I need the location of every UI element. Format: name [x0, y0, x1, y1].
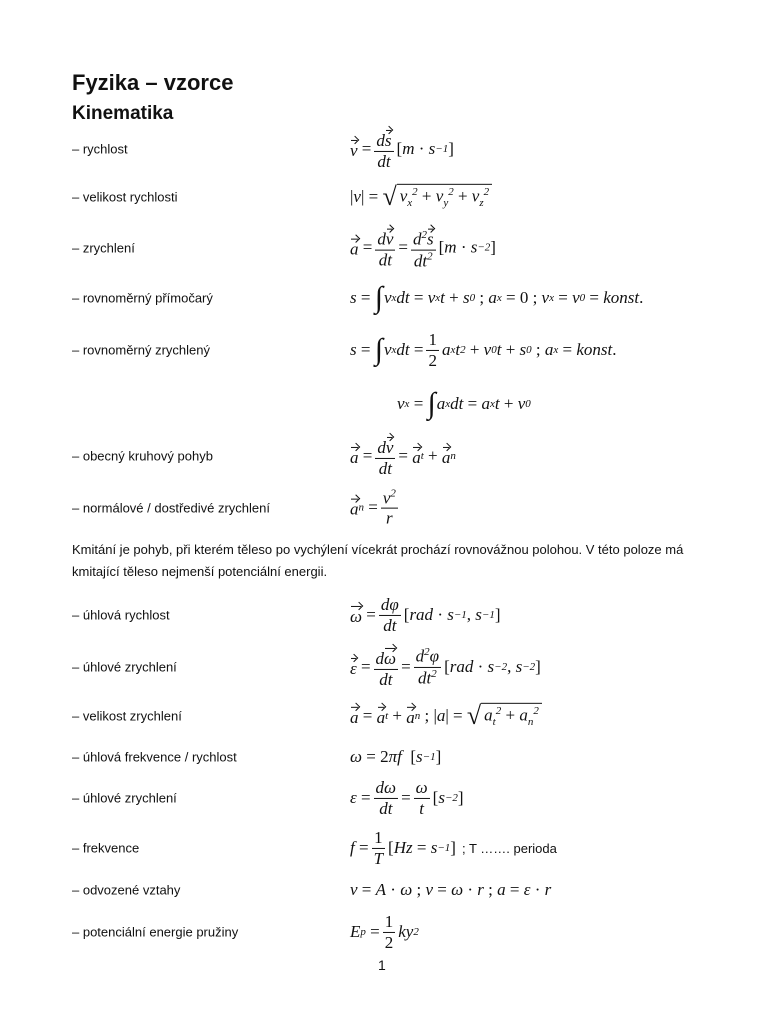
formula-label: – velikost rychlosti [72, 189, 178, 205]
formula-expression: E p = $\frac{1}{2}$ ky 2 [350, 911, 419, 952]
formula-expression: a = $\frac{dv}{dt}$ = a t + a n [350, 434, 456, 478]
formula-row-angular-velocity [72, 595, 712, 635]
formula-expression: v = A · ω ; v = ω · r ; a = ε · r [350, 880, 552, 899]
formula-row-normal-acceleration [72, 488, 712, 528]
formula-expression: ε = $\frac{d\omega}{dt}$ = $\frac{\omega}{t}$ [ s −2 ] [350, 777, 464, 818]
formula-row-velocity [72, 129, 712, 169]
formula-label: – úhlová frekvence / rychlost [72, 749, 237, 765]
page-title: Fyzika – vzorce [72, 70, 234, 95]
formula-expression: ε = $\frac{d\omega}{dt}$ = $\frac{d^2\varphi}{dt^2}$ [ rad · s −2 , s −2 ] [350, 646, 541, 689]
formula-row-spring-potential-energy [72, 912, 712, 952]
formula-label: – rovnoměrný zrychlený [72, 342, 210, 358]
formula-expression: v = $\frac{ds}{dt}$ [ m · s −1 ] [350, 127, 454, 171]
formula-expression: ω = 2 πf [ s −1 ] [350, 747, 442, 766]
formula-row-angular-acceleration-2 [72, 778, 712, 818]
section-heading: Kinematika [72, 103, 174, 124]
formula-row-uniform-accelerated [72, 330, 712, 370]
formula-row-derived-relations [72, 870, 712, 910]
formula-label: – obecný kruhový pohyb [72, 448, 213, 464]
formula-label: – rovnoměrný přímočarý [72, 290, 213, 306]
formula-label: – potenciální energie pružiny [72, 924, 239, 940]
formula-expression: f = $\frac{1}{T}$ [ Hz = s −1 ] ; T ……. perioda [350, 827, 557, 868]
formula-expression: s = ∫ v x dt = $\frac{1}{2}$ a x t 2 + v 0 t + s 0 ; a x = konst . [350, 329, 617, 370]
formula-expression: | v | = √ $v_x^2 + v_y^2 + v_z^2$ [350, 184, 492, 210]
formula-expression: v x = ∫ a x dt = a x t + v 0 [397, 387, 531, 420]
formula-expression: a = $\frac{dv}{dt}$ = $\frac{d^2s}{dt^2}$ [ m · s −2 ] [350, 226, 496, 271]
formula-row-acceleration [72, 228, 712, 268]
formula-label: – frekvence [72, 840, 140, 856]
formula-label: – úhlová rychlost [72, 607, 170, 623]
formula-expression: ω = $\frac{d\varphi}{dt}$ [ rad · s −1 , s −1 ] [350, 594, 501, 635]
formula-row-uniform-linear [72, 278, 712, 318]
formula-label: – zrychlení [72, 240, 135, 256]
page-number: 1 [378, 957, 386, 973]
formula-row-acceleration-magnitude [72, 696, 712, 736]
formula-row-circular-motion [72, 436, 712, 476]
formula-row-angular-frequency [72, 737, 712, 777]
period-note: ; T ……. perioda [461, 840, 557, 856]
formula-label: – úhlové zrychlení [72, 659, 177, 675]
formula-label: – velikost zrychlení [72, 708, 182, 724]
oscillation-paragraph: Kmitání je pohyb, při kterém těleso po vychýlení vícekrát prochází rovnovážnou polohou. V této poloze má kmitající těleso nejmenší potenciální energii. [72, 542, 684, 579]
formula-row-frequency [72, 828, 712, 868]
formula-expression: a = a t + a n ; | a | = √ $a_t^2 + a_n^2$ [350, 703, 542, 729]
formula-expression: s = ∫ v x dt = v x t + s 0 ; a x = 0 ; v x = v 0 = konst . [350, 281, 644, 314]
formula-expression: a n = $\frac{v^2}{r}$ [350, 487, 396, 528]
formula-label: – normálové / dostředivé zrychlení [72, 500, 270, 516]
formula-label: – úhlové zrychlení [72, 790, 177, 806]
formula-label: – odvozené vztahy [72, 882, 181, 898]
formula-row-speed-magnitude [72, 177, 712, 217]
formula-label: – rychlost [72, 141, 128, 157]
formula-row-angular-acceleration [72, 647, 712, 687]
formula-row-velocity-integral [72, 384, 712, 424]
